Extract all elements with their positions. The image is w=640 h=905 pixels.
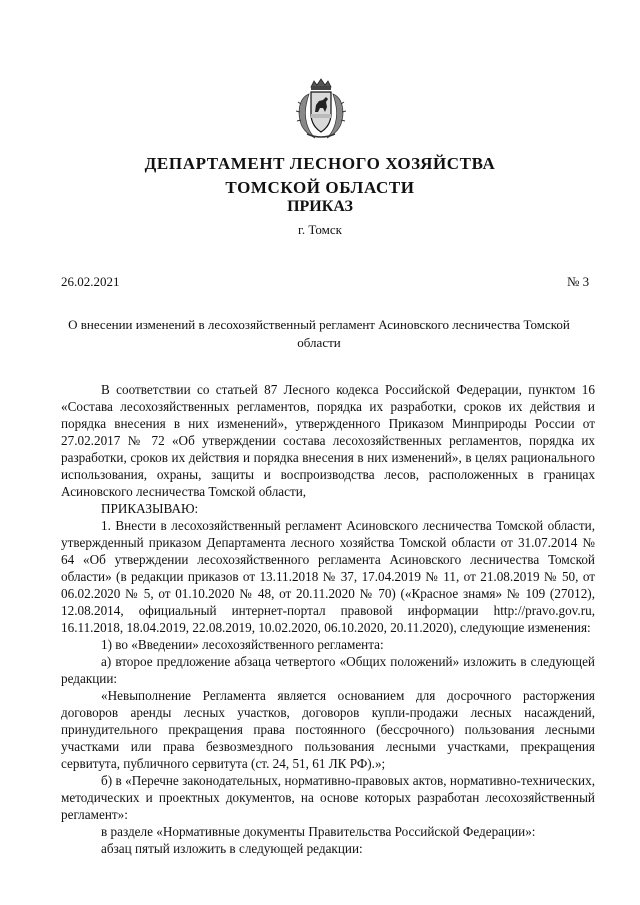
department-title [0,152,640,200]
paragraph-section-ref: в разделе «Нормативные документы Правительства Российской Федерации»: [101,824,536,839]
document-body [61,381,595,857]
department-title-line2: ТОМСКОЙ ОБЛАСТИ [225,178,415,197]
document-date: 26.02.2021 [61,274,120,289]
document-number: № 3 [567,274,590,289]
city-name: г. Томск [298,222,342,237]
coat-of-arms-emblem [295,78,347,140]
department-title-line1: ДЕПАРТАМЕНТ ЛЕСНОГО ХОЗЯЙСТВА [144,154,496,173]
paragraph-order-word: ПРИКАЗЫВАЮ: [101,501,199,516]
paragraph-subitem-b: б) в «Перечне законодательных, нормативно-правовых актов, нормативно-технических, методических и проектных документов, на основе которых разработан лесохозяйственный регламент»: [61,773,595,822]
paragraph-subitem-1: 1) во «Введении» лесохозяйственного регламента: [101,637,384,652]
document-subject: О внесении изменений в лесохозяйственный регламент Асиновского лесничества Томской области [68,317,570,350]
paragraph-item-1: 1. Внести в лесохозяйственный регламент Асиновского лесничества Томской области, утвержденный приказом Департамента лесного хозяйства Томской области от 31.07.2014 № 64 «Об утверждении лесохозяйственного регламента Асиновского лесничества Томской области» (в редакции приказов от 13.11.2018 № 37, 17.04.2019 № 11, от 21.08.2019 № 50, от 06.02.2020 № 5, от 01.10.2020 № 48, от 20.11.2020 № 70) («Красное знамя» № 109 (27012), 12.08.2014, официальный интернет-портал правовой информации http://pravo.gov.ru, 16.11.2018, 18.04.2019, 22.08.2019, 10.02.2020, 06.10.2020, 20.11.2020), следующие изменения: [61,518,595,635]
paragraph-quote: «Невыполнение Регламента является основанием для досрочного расторжения договоров аренды лесных участков, договоров купли-продажи лесных насаждений, принудительного прекращения права постоянного (бессрочного) пользования лесными участками или права безвозмездного пользования лесными участками, прекращения сервитута, публичного сервитута (ст. 24, 51, 61 ЛК РФ).»; [61,688,595,771]
paragraph-subitem-a: а) второе предложение абзаца четвертого «Общих положений» изложить в следующей редакции: [61,654,595,686]
paragraph-fifth-clause: абзац пятый изложить в следующей редакции: [101,841,363,856]
document-type: ПРИКАЗ [287,198,353,215]
paragraph-preamble: В соответствии со статьей 87 Лесного кодекса Российской Федерации, пунктом 16 «Состава лесохозяйственных регламентов, порядка их разработки, сроков их действия и порядка внесения в них изменений», утвержденного Приказом Минприроды России от 27.02.2017 № 72 «Об утверждении состава лесохозяйственных регламентов, порядка их разработки, сроков их действия и порядка внесения в них изменений», в целях рационального использования, охраны, защиты и воспроизводства лесов, расположенных в границах Асиновского лесничества Томской области, [61,382,595,499]
